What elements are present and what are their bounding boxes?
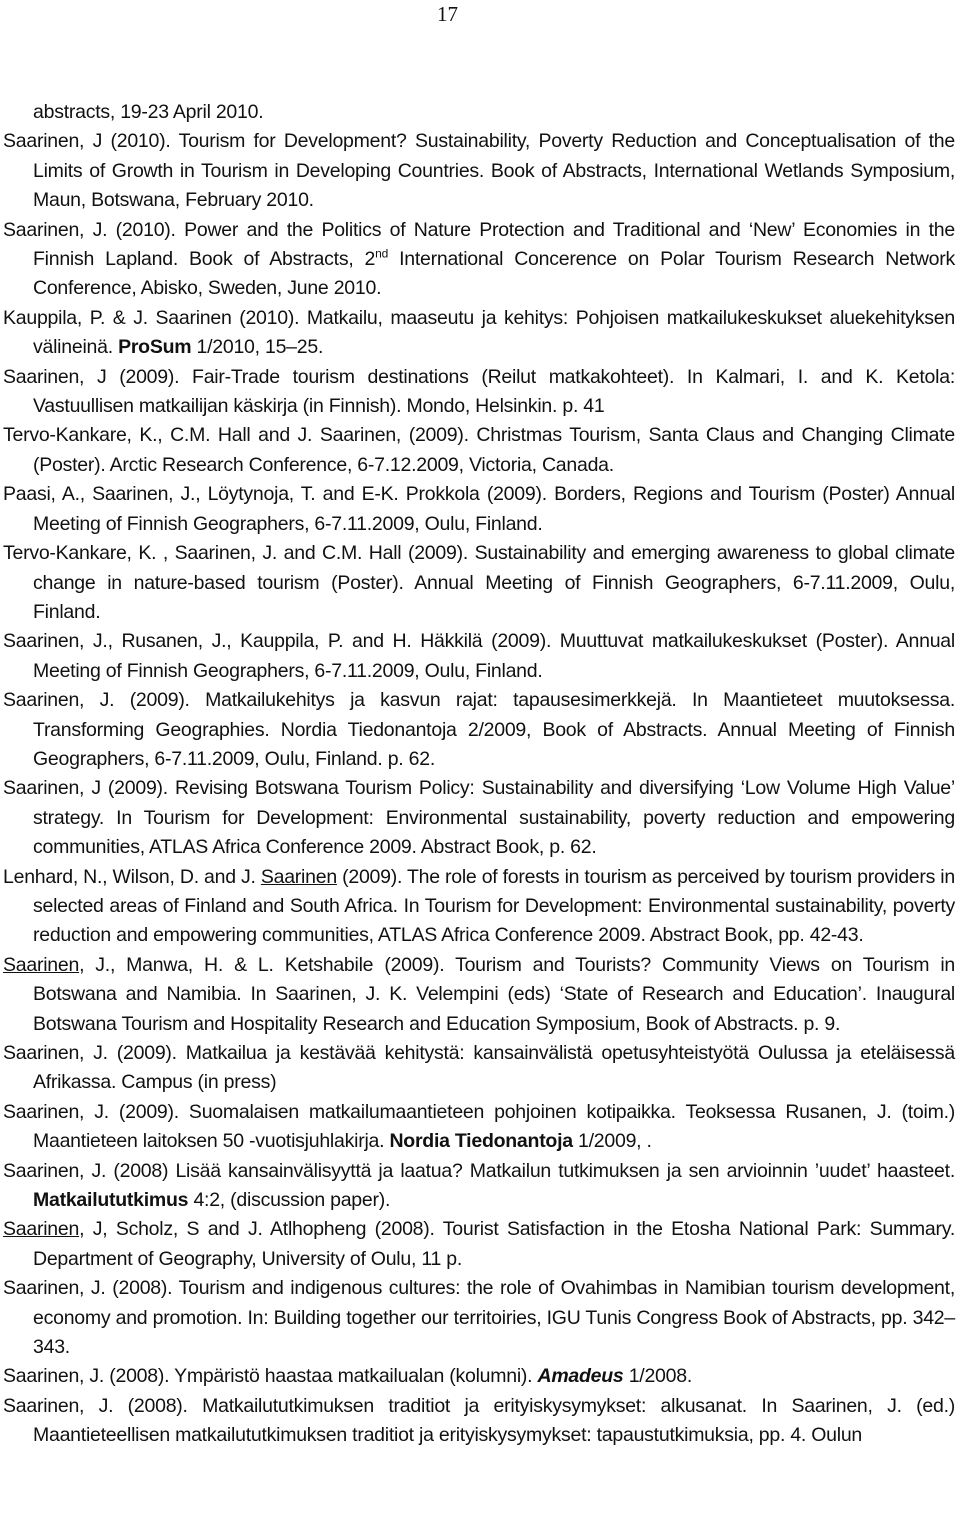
reference-entry [3, 1274, 955, 1362]
reference-entry [3, 863, 955, 951]
reference-text: Paasi, A., Saarinen, J., Löytynoja, T. and E-K. Prokkola (2009). Borders, Regions and Tourism (Poster) Annual Meeting of Finnish Geographers, 6-7.11.2009, Oulu, Finland. [3, 483, 955, 535]
reference-entry [3, 1098, 955, 1157]
reference-text: Saarinen, J (2009). Fair-Trade tourism destinations (Reilut matkakohteet). In Kalmari, I. and K. Ketola: Vastuullisen matkailijan käskirja (in Finnish). Mondo, Helsinkin. p. 41 [3, 365, 955, 418]
reference-text: Saarinen, J. (2008). Tourism and indigenous cultures: the role of Ovahimbas in Namibian tourism development, economy and promotion. In: Building together our territoiries, IGU Tunis Congress Book of Abstracts, pp. 342–343. [3, 1277, 955, 1359]
reference-text: 1/2009, . [572, 1130, 652, 1153]
page-number: 17 [437, 2, 458, 26]
reference-text: Lenhard, N., Wilson, D. and J. [3, 865, 261, 888]
reference-text: Saarinen, J. (2008). Matkailututkimuksen traditiot ja erityiskysymykset: alkusanat. In Saarinen, J. (ed.) Maantieteellisen matkailututkimuksen traditiot ja erityiskysymykset: tapaustutkimuksia, pp. 4. Oulun [3, 1394, 955, 1447]
reference-entry [3, 1039, 955, 1098]
reference-text: Saarinen [3, 1218, 80, 1241]
reference-text: Saarinen, J., Rusanen, J., Kauppila, P. and H. Häkkilä (2009). Muuttuvat matkailukeskukset (Poster). Annual Meeting of Finnish Geographers, 6-7.11.2009, Oulu, Finland. [3, 630, 955, 682]
reference-entry [3, 1215, 955, 1274]
reference-text: Saarinen [3, 953, 80, 976]
reference-entry [3, 304, 955, 363]
reference-text: Amadeus [537, 1365, 624, 1388]
reference-entry [3, 127, 955, 215]
reference-entry [3, 1362, 955, 1391]
reference-text: Matkailututkimus [33, 1189, 189, 1212]
reference-text: International Concerence on Polar Tourism Research Network Conference, Abisko, Sweden, June 2010. [33, 248, 955, 300]
reference-text: Tervo-Kankare, K. , Saarinen, J. and C.M. Hall (2009). Sustainability and emerging awareness to global climate change in nature-based tourism (Poster). Annual Meeting of Finnish Geographers, 6-7.11.2009, Oulu, Finland. [3, 542, 955, 623]
reference-text: Nordia Tiedonantoja [389, 1130, 573, 1153]
reference-continuation [3, 98, 955, 127]
reference-text: 1/2008. [623, 1365, 693, 1388]
reference-text: 1/2010, 15–25. [191, 336, 324, 359]
reference-entry [3, 951, 955, 1039]
reference-text: , J, Scholz, S and J. Atlhopheng (2008). Tourist Satisfaction in the Etosha National Park: Summary. Department of Geography, University of Oulu, 11 p. [33, 1218, 955, 1270]
reference-entry [3, 421, 955, 480]
reference-text: Saarinen, J (2010). Tourism for Development? Sustainability, Poverty Reduction and Conceptualisation of the Limits of Growth in Tourism in Developing Countries. Book of Abstracts, International Wetlands Symposium, Maun, Botswana, February 2010. [3, 130, 955, 212]
reference-entry [3, 216, 955, 304]
reference-text: (2009). The role of forests in tourism as perceived by tourism providers in selected areas of Finland and South Africa. In Tourism for Development: Environmental sustainability, poverty reduction and empowering communities, ATLAS Africa Conference 2009. Abstract Book, pp. 42-43. [33, 865, 955, 947]
reference-entry [3, 363, 955, 422]
reference-text: Saarinen [260, 865, 337, 888]
reference-list [3, 98, 955, 1451]
reference-text: Saarinen, J (2009). Revising Botswana Tourism Policy: Sustainability and diversifying ‘Low Volume High Value’ strategy. In Tourism for Development: Environmental sustainability, poverty reduction and empowering communities, ATLAS Africa Conference 2009. Abstract Book, p. 62. [3, 777, 955, 859]
reference-entry [3, 1157, 955, 1216]
reference-text: ProSum [118, 336, 192, 359]
reference-text: nd [375, 246, 389, 261]
reference-entry [3, 686, 955, 774]
reference-text: Saarinen, J. (2009). Suomalaisen matkailumaantieteen pohjoinen kotipaikka. Teoksessa Rusanen, J. (toim.) Maantieteen laitoksen 50 -vuotisjuhlakirja. [3, 1100, 955, 1153]
reference-text: Saarinen, J. (2010). Power and the Politics of Nature Protection and Traditional and ‘New’ Economies in the Finnish Lapland. Book of Abstracts, 2 [3, 218, 955, 271]
reference-entry [3, 627, 955, 686]
reference-text: Tervo-Kankare, K., C.M. Hall and J. Saarinen, (2009). Christmas Tourism, Santa Claus and Changing Climate (Poster). Arctic Research Conference, 6-7.12.2009, Victoria, Canada. [3, 424, 955, 476]
reference-text: Saarinen, J. (2009). Matkailua ja kestävää kehitystä: kansainvälistä opetusyhteistyötä Oulussa ja eteläisessä Afrikassa. Campus (in press) [3, 1042, 955, 1094]
reference-entry [3, 774, 955, 862]
reference-text: Saarinen, J. (2009). Matkailukehitys ja kasvun rajat: tapausesimerkkejä. In Maantieteet muutoksessa. Transforming Geographies. Nordia Tiedonantoja 2/2009, Book of Abstracts. Annual Meeting of Finnish Geographers, 6-7.11.2009, Oulu, Finland. p. 62. [3, 689, 955, 770]
reference-text: Saarinen, J. (2008) Lisää kansainvälisyyttä ja laatua? Matkailun tutkimuksen ja sen arvioinnin ’uudet’ haasteet. [3, 1159, 955, 1182]
reference-text: , J., Manwa, H. & L. Ketshabile (2009). Tourism and Tourists? Community Views on Tourism in Botswana and Namibia. In Saarinen, J. K. Velempini (eds) ‘State of Research and Education’. Inaugural Botswana Tourism and Hospitality Research and Education Symposium, Book of Abstracts. p. 9. [33, 953, 955, 1035]
reference-entry [3, 480, 955, 539]
reference-text: Saarinen, J. (2008). Ympäristö haastaa matkailualan (kolumni). [3, 1365, 538, 1388]
reference-entry [3, 1392, 955, 1451]
reference-text: abstracts, 19-23 April 2010. [33, 101, 264, 123]
reference-text: Kauppila, P. & J. Saarinen (2010). Matkailu, maaseutu ja kehitys: Pohjoisen matkailukeskukset aluekehityksen välineinä. [3, 306, 955, 359]
reference-text: 4:2, (discussion paper). [188, 1189, 391, 1212]
reference-entry [3, 539, 955, 627]
